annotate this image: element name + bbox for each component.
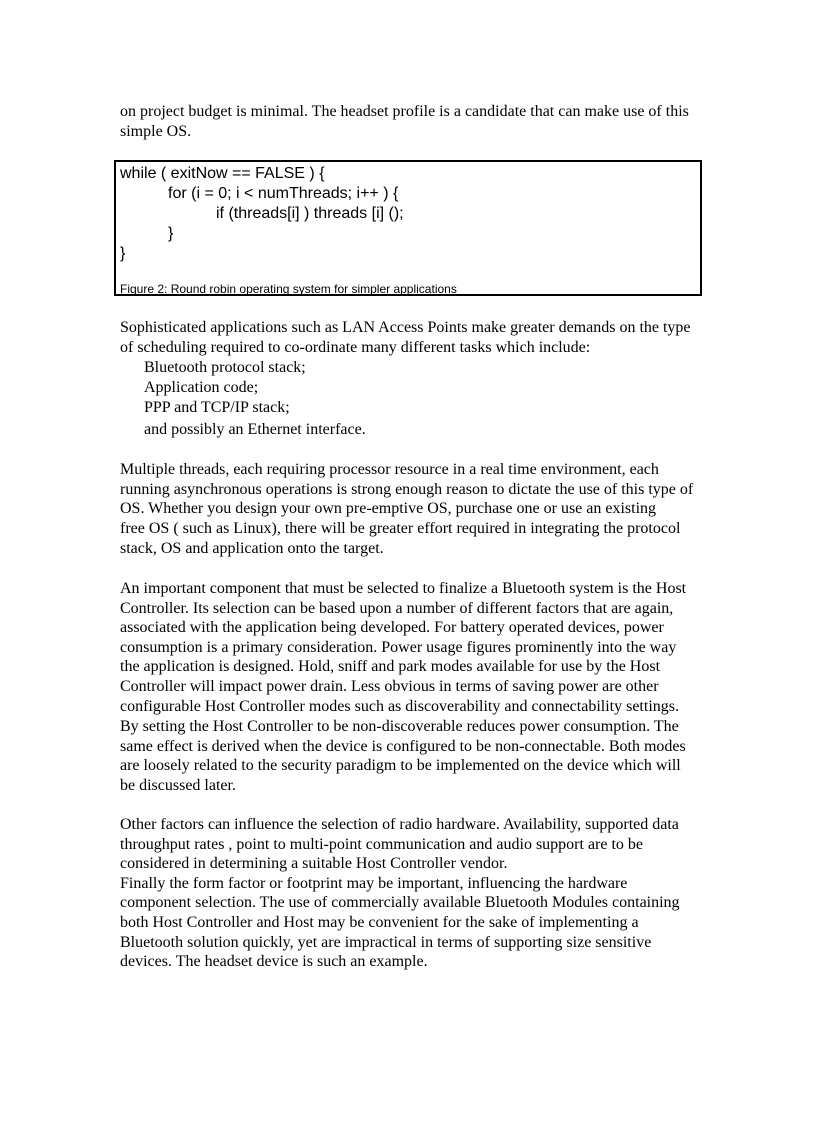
paragraph-line: are loosely related to the security paradigm to be implemented on the device which will <box>120 757 681 774</box>
paragraph-line: Controller will impact power drain. Less obvious in terms of saving power are other <box>120 678 659 695</box>
paragraph-line: consumption is a primary consideration. Power usage figures prominently into the way <box>120 639 677 656</box>
paragraph-line: Finally the form factor or footprint may be important, influencing the hardware <box>120 875 628 892</box>
paragraph-line: running asynchronous operations is strong enough reason to dictate the use of this type of <box>120 481 694 498</box>
code-line: while ( exitNow == FALSE ) { <box>120 165 325 182</box>
paragraph-line: devices. The headset device is such an example. <box>120 953 428 970</box>
paragraph-line: Controller. Its selection can be based upon a number of different factors that are again, <box>120 600 674 617</box>
paragraph-line: be discussed later. <box>120 777 236 794</box>
paragraph-line: Other factors can influence the selection of radio hardware. Availability, supported data <box>120 816 679 833</box>
intro-line: on project budget is minimal. The headset profile is a candidate that can make use of this <box>120 103 689 120</box>
paragraph-line: Sophisticated applications such as LAN Access Points make greater demands on the type <box>120 319 691 336</box>
code-line: for (i = 0; i < numThreads; i++ ) { <box>168 185 399 202</box>
figure-caption: Figure 2: Round robin operating system for simpler applications <box>120 282 457 296</box>
paragraph-line: free OS ( such as Linux), there will be greater effort required in integrating the protocol <box>120 520 681 537</box>
paragraph-line: stack, OS and application onto the target. <box>120 540 384 557</box>
paragraph-line: both Host Controller and Host may be convenient for the sake of implementing a <box>120 914 639 931</box>
list-item: PPP and TCP/IP stack; <box>144 399 290 416</box>
paragraph-line: associated with the application being developed. For battery operated devices, power <box>120 619 664 636</box>
list-item: and possibly an Ethernet interface. <box>144 421 366 438</box>
code-line: if (threads[i] ) threads [i] (); <box>216 205 404 222</box>
paragraph-line: considered in determining a suitable Host Controller vendor. <box>120 855 508 872</box>
paragraph-line: of scheduling required to co-ordinate many different tasks which include: <box>120 339 591 356</box>
paragraph-line: OS. Whether you design your own pre-emptive OS, purchase one or use an existing <box>120 500 657 517</box>
list-item: Application code; <box>144 379 259 396</box>
paragraph-line: An important component that must be selected to finalize a Bluetooth system is the Host <box>120 580 687 597</box>
code-line: } <box>168 225 174 242</box>
code-figure <box>114 160 702 296</box>
paragraph-line: Multiple threads, each requiring processor resource in a real time environment, each <box>120 461 659 478</box>
paragraph-line: By setting the Host Controller to be non-discoverable reduces power consumption. The <box>120 718 679 735</box>
paragraph-line: component selection. The use of commercially available Bluetooth Modules containing <box>120 894 680 911</box>
paragraph-line: the application is designed. Hold, sniff and park modes available for use by the Host <box>120 658 661 675</box>
code-line: } <box>120 245 126 262</box>
paragraph-line: Bluetooth solution quickly, yet are impractical in terms of supporting size sensitive <box>120 934 652 951</box>
paragraph-line: configurable Host Controller modes such as discoverability and connectability settings. <box>120 698 679 715</box>
list-item: Bluetooth protocol stack; <box>144 359 306 376</box>
paragraph-line: same effect is derived when the device is configured to be non-connectable. Both modes <box>120 738 686 755</box>
paragraph-line: throughput rates , point to multi-point communication and audio support are to be <box>120 836 644 853</box>
intro-line: simple OS. <box>120 123 192 140</box>
